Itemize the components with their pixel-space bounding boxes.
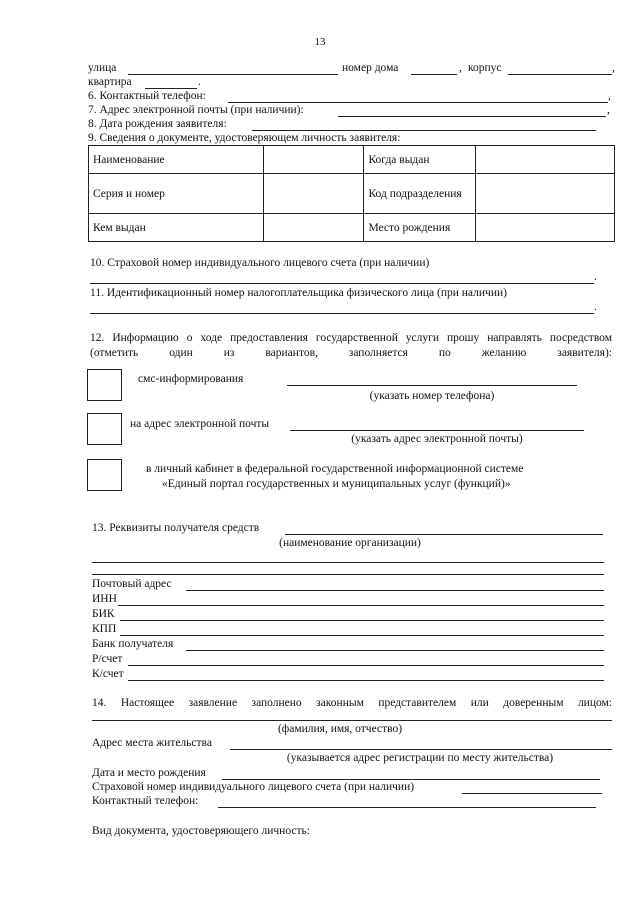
rep-snils-label: Страховой номер индивидуального лицевого счета (при наличии) — [92, 781, 415, 793]
rep-doc-kind-label: Вид документа, удостоверяющего личность: — [92, 825, 310, 837]
id-doc-label: 9. Сведения о документе, удостоверяющем личность заявителя: — [88, 132, 401, 144]
id-issued-when-value[interactable] — [476, 146, 615, 174]
snils-label: 10. Страховой номер индивидуального лицевого счета (при наличии) — [90, 257, 430, 269]
id-name-label: Наименование — [89, 146, 264, 174]
birth-date-field[interactable] — [252, 130, 596, 131]
account-field[interactable] — [128, 665, 604, 666]
portal-line1: в личный кабинет в федеральной государственной информационной системе — [146, 463, 524, 475]
apartment-label: квартира — [88, 76, 132, 88]
rep-birth-field[interactable] — [222, 779, 600, 780]
inn-person-field[interactable] — [90, 313, 594, 314]
bank-title: 13. Реквизиты получателя средств — [92, 522, 260, 534]
rep-birth-label: Дата и место рождения — [92, 767, 206, 779]
org-name-line-2[interactable] — [92, 562, 604, 563]
inn-person-label: 11. Идентификационный номер налогоплательщика физического лица (при наличии) — [90, 287, 507, 299]
email-field[interactable] — [338, 116, 606, 117]
rep-phone-label: Контактный телефон: — [92, 795, 199, 807]
account-label: Р/счет — [92, 653, 123, 665]
email-checkbox[interactable] — [87, 413, 122, 445]
building-field[interactable] — [508, 74, 612, 75]
kpp-label: КПП — [92, 623, 117, 635]
id-issued-by-value[interactable] — [263, 214, 364, 242]
phone-field[interactable] — [228, 102, 608, 103]
corr-label: К/счет — [92, 668, 124, 680]
representative-fio-hint: (фамилия, имя, отчество) — [277, 723, 403, 735]
bank-name-field[interactable] — [186, 650, 604, 651]
rep-address-field[interactable] — [230, 749, 612, 750]
representative-fio-field[interactable] — [92, 720, 612, 721]
corr-field[interactable] — [128, 680, 604, 681]
email-notify-field[interactable] — [290, 430, 584, 431]
id-birth-place-label: Место рождения — [364, 214, 476, 242]
phone-label: 6. Контактный телефон: — [88, 90, 206, 102]
inn-label: ИНН — [92, 593, 117, 605]
org-name-field[interactable] — [285, 534, 603, 535]
org-hint: (наименование организации) — [279, 537, 421, 549]
email-notify-label: на адрес электронной почты — [130, 418, 270, 430]
inn-field[interactable] — [118, 605, 604, 606]
representative-intro: 14. Настоящее заявление заполнено законным представителем или доверенным лицом: — [92, 697, 612, 709]
id-code-label: Код подразделения — [364, 174, 476, 214]
org-name-line-3[interactable] — [92, 574, 604, 575]
rep-address-hint: (указывается адрес регистрации по месту жительства) — [286, 752, 554, 764]
sms-hint: (указать номер телефона) — [369, 390, 495, 402]
email-notify-hint: (указать адрес электронной почты) — [351, 433, 523, 445]
house-field[interactable] — [411, 74, 457, 75]
postal-label: Почтовый адрес — [92, 578, 172, 590]
sms-checkbox[interactable] — [87, 369, 122, 401]
kpp-field[interactable] — [120, 635, 604, 636]
id-series-label: Серия и номер — [89, 174, 264, 214]
id-series-value[interactable] — [263, 174, 364, 214]
sms-label: смс-информирования — [138, 373, 244, 385]
portal-checkbox[interactable] — [87, 459, 122, 491]
id-birth-place-value[interactable] — [476, 214, 615, 242]
building-label: корпус — [468, 62, 502, 74]
id-code-value[interactable] — [476, 174, 615, 214]
rep-address-label: Адрес места жительства — [92, 737, 212, 749]
sms-field[interactable] — [287, 385, 577, 386]
bik-label: БИК — [92, 608, 115, 620]
portal-line2: «Единый портал государственных и муниципальных услуг (функций)» — [162, 478, 511, 490]
notify-intro: 12. Информацию о ходе предоставления государственной услуги прошу направлять посредством (отметить один из вариантов, заполняется по желанию заявителя): — [90, 332, 612, 359]
snils-field[interactable] — [90, 283, 594, 284]
postal-field[interactable] — [186, 590, 604, 591]
street-field[interactable] — [128, 74, 338, 75]
bik-field[interactable] — [120, 620, 604, 621]
id-document-table — [88, 145, 615, 242]
email-label: 7. Адрес электронной почты (при наличии): — [88, 104, 304, 116]
bank-name-label: Банк получателя — [92, 638, 174, 650]
birth-date-label: 8. Дата рождения заявителя: — [88, 118, 227, 130]
id-name-value[interactable] — [263, 146, 364, 174]
apartment-field[interactable] — [145, 88, 197, 89]
id-issued-when-label: Когда выдан — [364, 146, 476, 174]
rep-phone-field[interactable] — [218, 807, 596, 808]
street-label: улица — [88, 62, 117, 74]
rep-snils-field[interactable] — [462, 793, 602, 794]
house-label: номер дома — [342, 62, 399, 74]
page-number: 13 — [314, 36, 326, 48]
id-issued-by-label: Кем выдан — [89, 214, 264, 242]
